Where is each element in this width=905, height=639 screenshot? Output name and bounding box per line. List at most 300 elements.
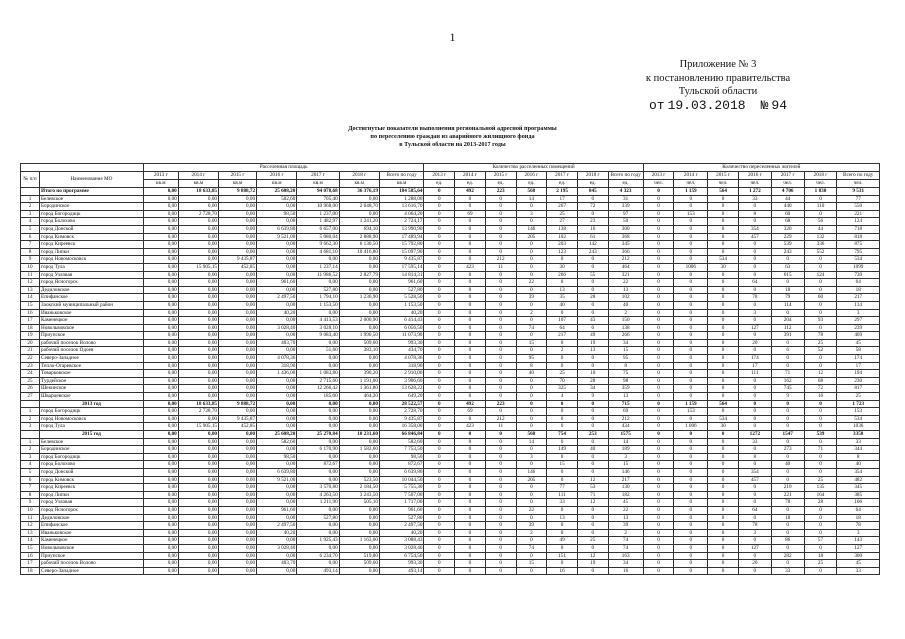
row-name: Каменецкое (40, 317, 144, 325)
row-value: 0 (455, 286, 486, 294)
row-value: 40,20 (379, 309, 423, 317)
row-value: 845 (577, 188, 608, 196)
row-value: 0,00 (339, 453, 379, 461)
row-value: 74 (608, 537, 643, 545)
table-row (21, 514, 880, 522)
row-value: 423 (455, 263, 486, 271)
row-value: 174 (738, 355, 771, 363)
row-value: 0 (455, 294, 486, 302)
row-value: 182 (608, 491, 643, 499)
document-title (0, 125, 905, 149)
row-value: 124 (837, 218, 880, 226)
row-name: Белевское (40, 195, 144, 203)
row-value: 0,00 (297, 408, 339, 416)
row-value: 0 (547, 506, 578, 514)
row-value: 0 (455, 567, 486, 575)
row-value: 0,00 (178, 309, 218, 317)
table-row (21, 499, 880, 507)
row-value: 0,00 (178, 279, 218, 287)
header-year: 2014 г (674, 172, 708, 180)
row-value: 30 (547, 263, 578, 271)
row-value: 0 (455, 476, 486, 484)
row-value: 1575 (608, 431, 643, 439)
row-value: 0 (516, 552, 547, 560)
row-value: 0 (643, 499, 674, 507)
row-value: 0 (738, 514, 771, 522)
table-row (21, 468, 880, 476)
row-value: 0,00 (143, 461, 178, 469)
row-value: 0,00 (297, 279, 339, 287)
row-value: 0 (674, 499, 708, 507)
row-value: 3 (837, 529, 880, 537)
row-value: 13 (608, 393, 643, 401)
row-value: 1099 (837, 263, 880, 271)
row-value: 0 (738, 461, 771, 469)
table-row (21, 294, 880, 302)
row-value: 75 (608, 370, 643, 378)
row-value: 0,00 (297, 476, 339, 484)
row-value: 1 211,90 (297, 499, 339, 507)
row-value: 0,00 (178, 544, 218, 552)
row-value: 0 (738, 203, 771, 211)
table-row (21, 256, 880, 264)
row-value: 0,00 (219, 468, 257, 476)
row-value: 0,00 (178, 522, 218, 530)
row-value: 0,00 (219, 347, 257, 355)
header-year: 2017 г (771, 172, 804, 180)
row-value: 423 (455, 423, 486, 431)
row-value: 0 (516, 446, 547, 454)
row-value: 12 (577, 476, 608, 484)
row-value: 1 717,00 (379, 499, 423, 507)
row-value: 34 (608, 339, 643, 347)
row-value: 0,00 (297, 339, 339, 347)
row-value: 0 (804, 423, 837, 431)
row-value: 0,00 (178, 339, 218, 347)
row-value: 0 (708, 499, 739, 507)
row-value: 40,20 (379, 529, 423, 537)
row-number: 11 (21, 514, 40, 522)
row-value: 0 (674, 468, 708, 476)
row-value: 0 (424, 210, 455, 218)
row-value: 0 (424, 233, 455, 241)
row-value: 253 (577, 431, 608, 439)
row-value: 34 (577, 385, 608, 393)
row-value: 0 (577, 195, 608, 203)
header-year: 2017 г (547, 172, 578, 180)
row-value: 0 (485, 370, 516, 378)
row-value: 354 (837, 468, 880, 476)
appendix-block (588, 58, 848, 112)
row-value: 0 (424, 256, 455, 264)
row-value: 13 (577, 347, 608, 355)
row-value: 0,00 (297, 453, 339, 461)
table-row (21, 233, 880, 241)
row-value: 0 (577, 514, 608, 522)
row-name: город Донской (40, 225, 144, 233)
row-value: 0 (424, 355, 455, 363)
row-value: 223 (485, 188, 516, 196)
header-year: 2013 г (643, 172, 674, 180)
row-value: 0 (424, 529, 455, 537)
row-value: 0,00 (339, 309, 379, 317)
row-name: Новольвовское (40, 544, 144, 552)
row-value: 0 (708, 385, 739, 393)
row-value: 0 (485, 362, 516, 370)
row-value: 93 (804, 317, 837, 325)
row-number: 8 (21, 491, 40, 499)
row-value: 25 (577, 537, 608, 545)
row-value: 0,00 (257, 271, 297, 279)
row-value: 10 (577, 370, 608, 378)
row-value: 0 (516, 286, 547, 294)
row-value: 582,60 (257, 195, 297, 203)
row-value: 0,00 (339, 256, 379, 264)
row-value: 0 (674, 522, 708, 530)
row-value: 0 (424, 370, 455, 378)
row-value: 0,00 (178, 468, 218, 476)
row-name: Итого по программе (40, 188, 144, 196)
row-number: 14 (21, 294, 40, 302)
row-number: 21 (21, 347, 40, 355)
row-value: 0,00 (219, 385, 257, 393)
row-name: Иваньковское (40, 529, 144, 537)
row-value: 0 (424, 476, 455, 484)
row-value: 493,14 (297, 567, 339, 575)
row-value: 0 (771, 544, 804, 552)
row-value: 1 163,00 (339, 537, 379, 545)
row-value: 457 (738, 233, 771, 241)
row-value: 28 522,57 (379, 400, 423, 408)
row-value: 0,00 (257, 263, 297, 271)
row-value: 0 (424, 560, 455, 568)
row-value: 58 (837, 347, 880, 355)
row-value: 1 237,00 (297, 210, 339, 218)
row-value: 239 (837, 324, 880, 332)
row-value: 4 078,36 (257, 355, 297, 363)
row-value: 0 (424, 332, 455, 340)
row-value: 483,70 (257, 560, 297, 568)
row-value: 127 (738, 324, 771, 332)
row-value: 0,00 (143, 263, 178, 271)
row-value: 366 (608, 248, 643, 256)
header-unit: кв.м (143, 180, 178, 188)
row-name: рабочий поселок Волово (40, 560, 144, 568)
row-value: 2 195 (547, 188, 578, 196)
row-value: 0 (643, 385, 674, 393)
row-value: 12 (804, 370, 837, 378)
row-value: 64 (837, 279, 880, 287)
row-value: 95 (516, 355, 547, 363)
row-name: Турдейское (40, 377, 144, 385)
row-value: 0,00 (339, 529, 379, 537)
row-value: 539 (804, 431, 837, 439)
row-value: 0 (547, 476, 578, 484)
row-value: 39 (516, 294, 547, 302)
row-value: 492 (455, 188, 486, 196)
row-value: 0 (424, 203, 455, 211)
row-value: 0 (771, 256, 804, 264)
row-value: 0,00 (339, 438, 379, 446)
row-value: 0,00 (219, 233, 257, 241)
row-value: 0 (643, 567, 674, 575)
row-value: 9 435,87 (379, 256, 423, 264)
row-value: 3 906,60 (379, 377, 423, 385)
row-value: 72 (804, 385, 837, 393)
row-value: 0,00 (143, 309, 178, 317)
row-value: 0 (485, 332, 516, 340)
row-value: 0 (577, 324, 608, 332)
row-value: 86 (771, 537, 804, 545)
row-value: 221 (837, 210, 880, 218)
row-value: 0,00 (219, 476, 257, 484)
row-value: 0 (708, 362, 739, 370)
row-value: 0,00 (257, 347, 297, 355)
row-value: 204 (771, 317, 804, 325)
row-value: 492 (455, 400, 486, 408)
table-row (21, 506, 880, 514)
row-value: 0 (708, 438, 739, 446)
row-value: 78 (738, 294, 771, 302)
table-row (21, 529, 880, 537)
row-value: 0 (643, 241, 674, 249)
table-row (21, 241, 880, 249)
row-value: 184 585,64 (379, 188, 423, 196)
row-value: 0 (674, 484, 708, 492)
row-value: 0 (424, 362, 455, 370)
row-value: 0 (455, 385, 486, 393)
page-number: 1 (449, 30, 456, 44)
row-value: 0,00 (143, 225, 178, 233)
row-value: 15 (547, 461, 578, 469)
date-prefix: от (648, 97, 665, 113)
header-unit: ед. (608, 180, 643, 188)
row-value: 0 (485, 560, 516, 568)
row-value: 78 (738, 522, 771, 530)
row-value: 817 (837, 385, 880, 393)
header-unit: кв.м (339, 180, 379, 188)
row-value: 0 (643, 476, 674, 484)
row-value: 0 (643, 233, 674, 241)
header-row-years (21, 172, 880, 180)
row-value: 69 (455, 408, 486, 416)
row-value: 0 (643, 408, 674, 416)
row-value: 4 323 (608, 188, 643, 196)
row-value: 69 (455, 210, 486, 218)
row-value: 0,00 (219, 560, 257, 568)
row-value: 0,00 (178, 355, 218, 363)
row-value: 212 (608, 256, 643, 264)
row-value: 718 (837, 225, 880, 233)
row-value: 0,00 (143, 544, 178, 552)
row-value: 0 (455, 491, 486, 499)
row-value: 16 (608, 567, 643, 575)
row-value: 107 (547, 317, 578, 325)
row-value: 0,00 (143, 567, 178, 575)
row-value: 43 (577, 317, 608, 325)
row-value: 0 (674, 279, 708, 287)
row-value: 0 (424, 408, 455, 416)
row-value: 33 (837, 438, 880, 446)
row-value: 0 (804, 415, 837, 423)
row-value: 0 (674, 446, 708, 454)
row-value: 0,00 (143, 438, 178, 446)
row-value: 0,00 (143, 218, 178, 226)
row-value: 22 (608, 506, 643, 514)
row-value: 0,00 (339, 263, 379, 271)
table-row (21, 476, 880, 484)
row-value: 0,00 (178, 286, 218, 294)
row-value: 390,20 (339, 370, 379, 378)
row-value: 0 (738, 271, 771, 279)
row-value: 0 (455, 484, 486, 492)
row-value: 1 794,10 (297, 294, 339, 302)
row-value: 127 (837, 544, 880, 552)
header-unit: кв.м (257, 180, 297, 188)
row-value: 0 (577, 506, 608, 514)
row-value: 25 (547, 210, 578, 218)
row-value: 0 (738, 499, 771, 507)
row-value: 1 191,00 (339, 377, 379, 385)
row-value: 143 (837, 537, 880, 545)
row-value: 40 (547, 301, 578, 309)
row-value: 0,00 (143, 210, 178, 218)
row-value: 993,30 (379, 339, 423, 347)
row-value: 0,00 (297, 438, 339, 446)
row-value: 0 (547, 560, 578, 568)
row-value: 149 (547, 446, 578, 454)
row-value: 0 (708, 393, 739, 401)
row-value: 15 (516, 339, 547, 347)
row-value: 1 159 (674, 188, 708, 196)
row-value: 0 (424, 491, 455, 499)
row-value: 0 (674, 377, 708, 385)
row-value: 0,00 (178, 506, 218, 514)
row-value: 0,00 (219, 271, 257, 279)
row-value: 18 (837, 286, 880, 294)
row-value: 0 (485, 522, 516, 530)
row-value: 0,00 (219, 324, 257, 332)
row-value: 0,00 (219, 286, 257, 294)
row-value: 7 507,00 (379, 491, 423, 499)
row-value: 0 (643, 324, 674, 332)
row-value: 0,00 (339, 210, 379, 218)
row-value: 0 (485, 355, 516, 363)
row-value: 0 (424, 522, 455, 530)
table-row (21, 385, 880, 393)
row-value: 0 (643, 400, 674, 408)
row-value: 18 (804, 552, 837, 560)
row-value: 0,00 (143, 393, 178, 401)
row-value: 185,00 (297, 393, 339, 401)
header-year: 2018 г (804, 172, 837, 180)
row-value: 0,00 (339, 415, 379, 423)
row-value: 33 (738, 195, 771, 203)
row-value: 0 (643, 461, 674, 469)
row-value: 18 633,85 (178, 188, 218, 196)
row-value: 2 827,79 (339, 271, 379, 279)
row-value: 17 489,94 (379, 233, 423, 241)
row-value: 0,00 (257, 446, 297, 454)
row-value: 4 681,10 (297, 248, 339, 256)
row-value: 0 (643, 529, 674, 537)
row-number: 1 (21, 438, 40, 446)
row-name: город Донской (40, 468, 144, 476)
row-value: 0 (738, 484, 771, 492)
header-unit: ед. (516, 180, 547, 188)
row-value: 0 (708, 279, 739, 287)
row-value: 0 (455, 560, 486, 568)
row-value: 0,00 (143, 256, 178, 264)
table-row (21, 279, 880, 287)
row-value: 0,00 (257, 408, 297, 416)
row-value: 0 (674, 506, 708, 514)
row-value: 2 (608, 529, 643, 537)
row-number: 1 (21, 195, 40, 203)
row-value: 57 (804, 537, 837, 545)
row-value: 25 (547, 370, 578, 378)
row-number: 3 (21, 453, 40, 461)
row-value: 0 (485, 225, 516, 233)
row-value: 146 (516, 225, 547, 233)
row-value: 0,00 (339, 355, 379, 363)
row-value: 10 968,00 (297, 203, 339, 211)
row-value: 509,60 (339, 339, 379, 347)
row-value: 36 376,19 (339, 188, 379, 196)
row-value: 0,00 (219, 309, 257, 317)
row-value: 0 (738, 218, 771, 226)
row-number: 2 (21, 446, 40, 454)
row-number: 22 (21, 355, 40, 363)
row-value: 0 (643, 355, 674, 363)
row-value: 0 (455, 279, 486, 287)
row-value: 0,00 (178, 484, 218, 492)
row-value: 0 (738, 393, 771, 401)
row-value: 5 528,50 (379, 294, 423, 302)
row-number: 16 (21, 552, 40, 560)
row-value: 0 (643, 506, 674, 514)
row-value: 961,60 (257, 279, 297, 287)
row-value: 482 (837, 476, 880, 484)
row-value: 0 (516, 423, 547, 431)
row-value: 0 (455, 355, 486, 363)
row-value: 2 715,60 (297, 377, 339, 385)
row-value: 527,80 (297, 286, 339, 294)
row-value: 0 (516, 415, 547, 423)
row-value: 0 (674, 461, 708, 469)
row-number (21, 431, 40, 439)
row-value: 527,80 (297, 514, 339, 522)
row-value: 527,80 (379, 514, 423, 522)
row-value: 0 (771, 339, 804, 347)
header-empty (21, 164, 144, 172)
row-value: 0 (708, 552, 739, 560)
row-value: 40,20 (257, 529, 297, 537)
row-value: 13 (608, 286, 643, 294)
row-value: 383,10 (339, 347, 379, 355)
row-value: 3 088,43 (379, 537, 423, 545)
row-value: 0,00 (178, 370, 218, 378)
row-value: 102 (608, 294, 643, 302)
row-value: 1 582,60 (339, 446, 379, 454)
row-value: 3 028,10 (297, 324, 339, 332)
row-value: 0 (485, 377, 516, 385)
row-value: 61 (577, 233, 608, 241)
table-row (21, 301, 880, 309)
header-row-groups (21, 164, 880, 172)
row-value: 0 (674, 453, 708, 461)
row-value: 0,00 (178, 461, 218, 469)
